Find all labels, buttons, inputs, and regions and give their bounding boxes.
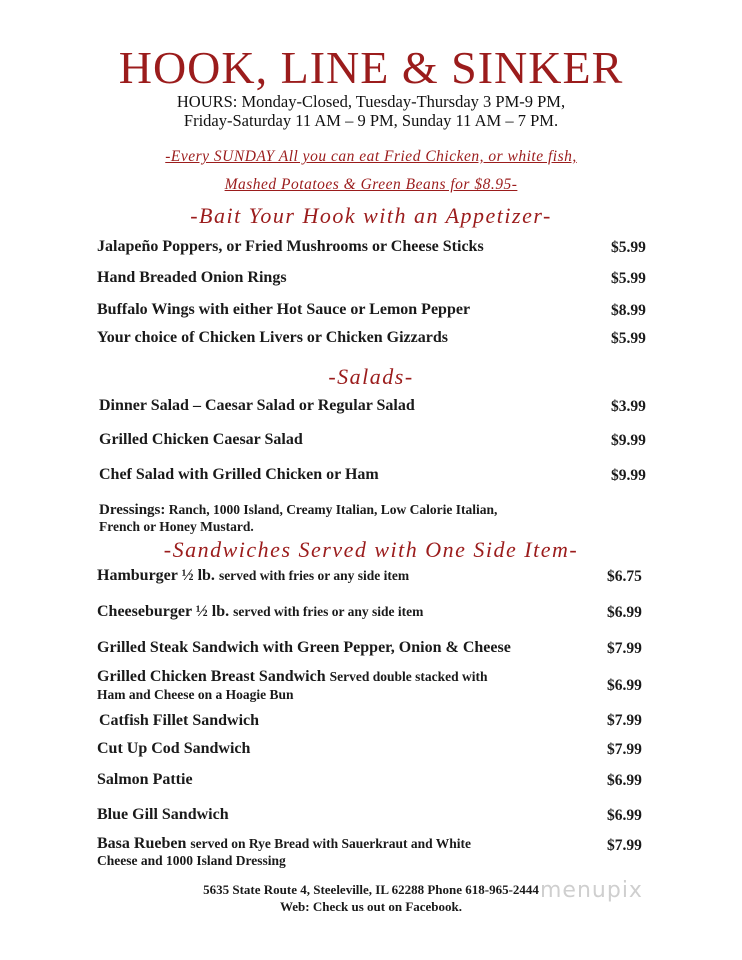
promo-line-1: -Every SUNDAY All you can eat Fried Chicken, or white fish, <box>165 148 577 165</box>
menu-item-price: $6.75 <box>607 568 642 585</box>
menu-item-name <box>97 835 471 853</box>
menu-item-name: Buffalo Wings with either Hot Sauce or Lemon Pepper <box>97 301 471 318</box>
item-description: served with fries or any side item <box>218 568 410 583</box>
menu-item-price: $5.99 <box>611 330 646 347</box>
menu-item-name: Hand Breaded Onion Rings <box>97 269 287 286</box>
menu-item-name: Chef Salad with Grilled Chicken or Ham <box>99 466 379 483</box>
watermark-logo: menupix <box>540 878 643 903</box>
menu-item-name: Salmon Pattie <box>97 771 193 788</box>
menu-item-name: Grilled Steak Sandwich with Green Pepper, Onion & Cheese <box>97 639 511 656</box>
menu-item-name: Jalapeño Poppers, or Fried Mushrooms or Cheese Sticks <box>97 238 484 255</box>
menu-item-price: $9.99 <box>611 432 646 449</box>
menu-item-name: Grilled Chicken Caesar Salad <box>99 431 303 448</box>
menu-item-price: $5.99 <box>611 270 646 287</box>
hours-line-1: HOURS: Monday-Closed, Tuesday-Thursday 3 PM-9 PM, <box>176 92 566 111</box>
item-description-line-2: Ham and Cheese on a Hoagie Bun <box>97 687 294 702</box>
menu-item-price: $8.99 <box>611 302 646 319</box>
menu-item-price: $6.99 <box>607 677 642 694</box>
appetizers-heading: -Bait Your Hook with an Appetizer- <box>190 203 552 228</box>
menu-item-price: $6.99 <box>607 772 642 789</box>
menu-item-name: Blue Gill Sandwich <box>97 806 229 823</box>
promo-line-2: Mashed Potatoes & Green Beans for $8.95- <box>224 176 518 193</box>
item-description: served with fries or any side item <box>233 604 424 619</box>
menu-item-price: $6.99 <box>607 604 642 621</box>
menu-item-name: Your choice of Chicken Livers or Chicken Gizzards <box>97 329 448 346</box>
footer-web: Web: Check us out on Facebook. <box>279 899 463 914</box>
menu-item-price: $3.99 <box>611 398 646 415</box>
item-description: Served double stacked with <box>329 669 488 684</box>
menu-item-price: $6.99 <box>607 807 642 824</box>
footer-address: 5635 State Route 4, Steeleville, IL 62288 Phone 618-965-2444 <box>203 882 539 897</box>
item-name: Grilled Chicken Breast Sandwich <box>97 668 326 685</box>
item-name: Cheeseburger ½ lb. <box>97 603 230 620</box>
menu-item-name: Catfish Fillet Sandwich <box>99 712 260 729</box>
item-name: Basa Rueben <box>97 835 187 852</box>
menu-item-name <box>97 668 488 686</box>
menu-item-name <box>97 603 423 621</box>
item-description-line-2: Cheese and 1000 Island Dressing <box>97 853 286 868</box>
menu-item-price: $9.99 <box>611 467 646 484</box>
menu-item-price: $5.99 <box>611 239 646 256</box>
menu-item-price: $7.99 <box>607 741 642 758</box>
item-description: served on Rye Bread with Sauerkraut and White <box>190 836 472 851</box>
menu-item-price: $7.99 <box>607 837 642 854</box>
menu-item-price: $7.99 <box>607 640 642 657</box>
dressings-list: Ranch, 1000 Island, Creamy Italian, Low Calorie Italian, <box>168 502 498 517</box>
restaurant-title: HOOK, LINE & SINKER <box>118 42 624 93</box>
sandwiches-heading: -Sandwiches Served with One Side Item- <box>163 537 579 562</box>
menu-item-name: Dinner Salad – Caesar Salad or Regular Salad <box>99 397 415 414</box>
dressings-label: Dressings: <box>99 502 166 518</box>
menu-item-price: $7.99 <box>607 712 642 729</box>
item-name: Hamburger ½ lb. <box>97 567 215 584</box>
salads-heading: -Salads- <box>328 364 414 389</box>
hours-line-2: Friday-Saturday 11 AM – 9 PM, Sunday 11 AM – 7 PM. <box>183 111 559 130</box>
menu-item-name: Cut Up Cod Sandwich <box>97 740 251 757</box>
menu-item-name <box>97 567 409 585</box>
dressings-line-1 <box>99 502 497 519</box>
dressings-line-2: French or Honey Mustard. <box>99 519 254 534</box>
